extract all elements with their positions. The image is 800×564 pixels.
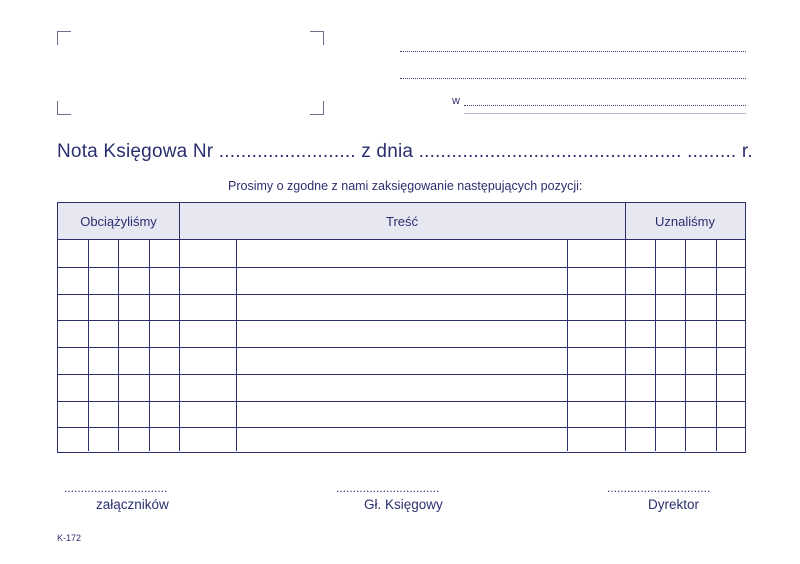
table-row[interactable] — [58, 401, 745, 402]
attachments-label: załączników — [96, 497, 169, 512]
place-line-1[interactable] — [400, 51, 746, 52]
director-label: Dyrektor — [648, 497, 700, 512]
table-row[interactable] — [58, 267, 745, 268]
accountant-label: Gł. Księgowy — [364, 497, 443, 512]
instruction-text: Prosimy o zgodne z nami zaksięgowanie następujących pozycji: — [228, 179, 583, 193]
accountant-dots[interactable]: ............................... — [336, 481, 440, 495]
entries-table — [57, 202, 746, 453]
col-sep — [685, 240, 686, 451]
col-sep — [716, 240, 717, 451]
stamp-corner-top-left — [57, 31, 71, 45]
place-line-3[interactable] — [464, 105, 746, 106]
col-sep — [655, 240, 656, 451]
col-sep-credit — [625, 203, 626, 451]
col-sep — [88, 240, 89, 451]
col-sep — [236, 240, 237, 451]
w-label: w — [452, 95, 460, 107]
table-row[interactable] — [58, 320, 745, 321]
attachments-dots[interactable]: ............................... — [64, 481, 168, 495]
stamp-corner-bottom-right — [310, 101, 324, 115]
header-content — [179, 203, 625, 240]
place-underline — [464, 113, 746, 114]
place-line-2[interactable] — [400, 78, 746, 79]
col-sep-debit — [179, 203, 180, 451]
header-content-label: Treść — [385, 213, 419, 229]
header-debit — [58, 203, 179, 240]
page-title: Nota Księgowa Nr ......................... z dnia ................................................ ......... r. — [57, 141, 753, 162]
col-sep — [149, 240, 150, 451]
director-dots[interactable]: ............................... — [607, 481, 711, 495]
header-credit-label: Uznaliśmy — [655, 213, 715, 229]
table-row[interactable] — [58, 347, 745, 348]
table-row[interactable] — [58, 374, 745, 375]
form-code: K-172 — [57, 533, 82, 543]
table-row[interactable] — [58, 294, 745, 295]
header-debit-label: Obciążyliśmy — [80, 213, 157, 229]
col-sep — [567, 240, 568, 451]
stamp-corner-top-right — [310, 31, 324, 45]
table-row[interactable] — [58, 427, 745, 428]
stamp-corner-bottom-left — [57, 101, 71, 115]
col-sep — [118, 240, 119, 451]
header-credit — [625, 203, 745, 240]
